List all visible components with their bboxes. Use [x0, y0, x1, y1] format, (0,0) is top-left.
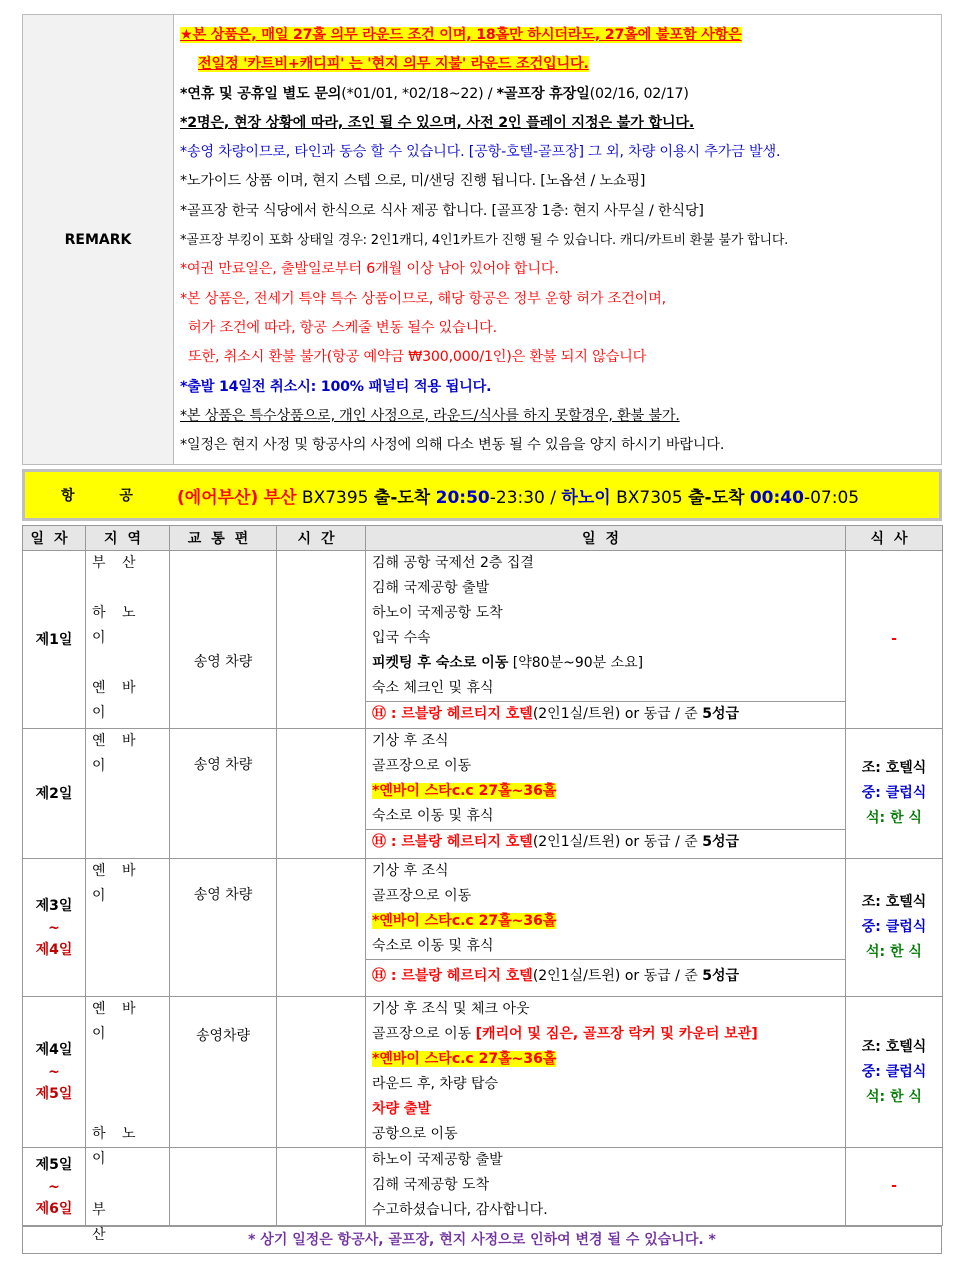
header-day: 일자: [23, 526, 86, 551]
remark-line-15: *일정은 현지 사정 및 항공사의 사정에 의해 다소 변동 될 수 있음을 양지 하시기 바랍니다.: [180, 437, 725, 454]
remark-line-9: *여권 만료일은, 출발일로부터 6개월 이상 남아 있어야 합니다.: [180, 261, 559, 278]
itinerary-line: [366, 1022, 845, 1047]
day-range-tilde: ~: [48, 919, 60, 936]
header-itinerary: 일정: [366, 526, 846, 551]
day-label: 제5일: [35, 1156, 73, 1173]
hotel-room: (2인1실/트윈) or 동급 / 준: [532, 706, 703, 723]
meal-cell: [846, 729, 943, 859]
region-cell: [86, 859, 170, 997]
itinerary-line: 공항으로 이동: [372, 1126, 458, 1143]
meal: 중: 클럽식: [861, 1063, 927, 1080]
hotel-name: Ⓗ : 르블랑 헤르티지 호텔: [372, 834, 533, 851]
table-row: [23, 729, 943, 859]
itinerary-line: 김해 국제공항 도착: [372, 1177, 490, 1194]
table-row: [23, 859, 943, 997]
region: 하 노 이: [92, 605, 142, 647]
meal: 석: 한 식: [866, 944, 922, 961]
flight-info: [177, 483, 939, 508]
remark-body: [174, 15, 941, 464]
itinerary-line: 기상 후 조식: [372, 863, 449, 880]
hotel-grade: 5성급: [702, 834, 740, 851]
header-region: 지역: [86, 526, 170, 551]
itinerary-line: [366, 779, 845, 804]
hotel-grade: 5성급: [702, 968, 740, 985]
region: 옌 바 이: [92, 733, 142, 775]
time-cell: [277, 1148, 366, 1226]
page: [22, 14, 942, 1254]
remark-line-13: *출발 14일전 취소시: 100% 패널티 적용 됩니다.: [180, 378, 492, 395]
itinerary-line: 숙소로 이동 및 휴식: [372, 808, 494, 825]
remark-line-14: *본 상품은 특수상품으로, 개인 사정으로, 라운드/식사를 하지 못할경우, 환불 불가.: [180, 407, 680, 424]
time-cell: [277, 729, 366, 859]
hotel-line: [366, 959, 845, 990]
region: 부 산: [92, 1202, 134, 1244]
itinerary-line: 숙소로 이동 및 휴식: [372, 938, 494, 955]
meal: 중: 클럽식: [861, 919, 927, 936]
holiday-inquiry: *연휴 및 공휴일 별도 문의: [180, 85, 342, 102]
itinerary-cell: [366, 997, 846, 1148]
remark-line-11: 허가 조건에 따라, 항공 스케줄 변동 될수 있습니다.: [188, 319, 497, 336]
golf-round: *옌바이 스타c.c 27홀~36홀: [372, 783, 557, 800]
itinerary-line: 라운드 후, 차량 탑승: [372, 1076, 498, 1093]
region: 부 산: [92, 555, 142, 572]
remark-line-1-text: ★본 상품은, 매일 27홀 의무 라운드 조건 이며, 18홀만 하시더라도, 27홀에 불포함 사항은: [180, 27, 742, 43]
itinerary-line: 입국 수속: [372, 630, 431, 647]
itinerary-line: 기상 후 조식 및 체크 아웃: [372, 1001, 530, 1018]
closed-days-label: *골프장 휴장일: [496, 85, 590, 102]
meal: 석: 한 식: [866, 1088, 922, 1105]
region-cell: [86, 997, 170, 1168]
flight-bar: [22, 469, 942, 521]
header-transport: 교통편: [170, 526, 277, 551]
luggage-note: [캐리어 및 짐은, 골프장 락커 및 카운터 보관]: [475, 1026, 758, 1043]
time-cell: [277, 997, 366, 1148]
hotel-grade: 5성급: [702, 706, 740, 723]
remark-line-10: *본 상품은, 전세기 특약 특수 상품이므로, 해당 항공은 정부 운항 허가 조건이며,: [180, 290, 666, 307]
golf-round: *옌바이 스타c.c 27홀~36홀: [372, 1051, 557, 1068]
region-cell: [86, 551, 170, 729]
flight-number-in: BX7305: [616, 487, 683, 508]
itinerary-line: [366, 651, 845, 676]
itinerary-line: 김해 국제공항 출발: [372, 580, 490, 597]
region: 옌 바 이: [92, 863, 142, 905]
transport: 송영 차량: [193, 757, 253, 774]
transport-cell: [170, 859, 277, 997]
meal: -: [891, 631, 897, 648]
meal-cell: [846, 997, 943, 1148]
hotel-line: [366, 829, 845, 855]
header-time: 시간: [277, 526, 366, 551]
origin-city: 부산: [263, 487, 297, 508]
remark-line-8: *골프장 부킹이 포화 상태일 경우: 2인1캐디, 4인1카트가 진행 될 수 있습니다. 캐디/카트비 환불 불가 합니다.: [180, 233, 789, 249]
time-cell: [277, 859, 366, 997]
transfer-bold: 피켓팅 후 숙소로 이동: [372, 655, 509, 672]
transport-cell: [170, 1148, 277, 1226]
itinerary-cell: [366, 859, 846, 997]
remark-line-12: 또한, 취소시 환불 불가(항공 예약금 ₩300,000/1인)은 환불 되지 않습니다: [188, 349, 647, 366]
day-cell: [23, 551, 86, 729]
table-row: [23, 1148, 943, 1226]
airline: (에어부산): [177, 487, 259, 508]
day-label: 제1일: [35, 631, 73, 648]
region: 옌 바 이: [92, 680, 142, 722]
itinerary-line: 골프장으로 이동: [372, 888, 472, 905]
day-label: 제3일: [35, 897, 73, 914]
hotel-name: Ⓗ : 르블랑 헤르티지 호텔: [372, 968, 533, 985]
arr-time-in: -07:05: [803, 487, 860, 508]
dep-arr-label-in: 출-도착: [688, 487, 745, 508]
day-label-end: 제4일: [35, 941, 73, 958]
day-label: 제2일: [35, 785, 73, 802]
table-row: [23, 551, 943, 729]
remark-line-2: [180, 50, 935, 79]
itinerary-line: 숙소 체크인 및 휴식: [372, 680, 494, 697]
day-label-end: 제5일: [35, 1086, 73, 1103]
itinerary-line: 차량 출발: [372, 1101, 431, 1118]
dep-time-in: 00:40: [749, 487, 804, 508]
remark-line-6: *노가이드 상품 이며, 현지 스텝 으로, 미/샌딩 진행 됩니다. [노옵션 / 노쇼핑]: [180, 173, 646, 190]
meal: 조: 호텔식: [861, 894, 927, 911]
remark-line-7: *골프장 한국 식당에서 한식으로 식사 제공 합니다. [골프장 1층: 현지 사무실 / 한식당]: [180, 202, 704, 219]
transport: 송영 차량: [193, 654, 253, 671]
to-golf: 골프장으로 이동: [372, 1026, 476, 1043]
itinerary-cell: [366, 551, 846, 729]
footer-note: * 상기 일정은 항공사, 골프장, 현지 사정으로 인하여 변경 될 수 있습니다. *: [22, 1226, 942, 1254]
closed-days: (02/16, 02/17): [589, 85, 689, 102]
itinerary-line: 골프장으로 이동: [372, 758, 472, 775]
itinerary-cell: [366, 729, 846, 859]
meal: 조: 호텔식: [861, 1038, 927, 1055]
day-cell: [23, 997, 86, 1148]
itinerary-cell: [366, 1148, 846, 1226]
region-cell: [86, 729, 170, 859]
golf-round: *옌바이 스타c.c 27홀~36홀: [372, 913, 557, 930]
meal: 중: 클럽식: [861, 785, 927, 802]
itinerary-line: 하노이 국제공항 도착: [372, 605, 503, 622]
remark-line-2-text: 전일정 '카트비+캐디피' 는 '현지 의무 지불' 라운드 조건입니다.: [198, 56, 589, 73]
day-cell: [23, 1148, 86, 1226]
itinerary-line: 수고하셨습니다, 감사합니다.: [372, 1202, 548, 1219]
remark-line-3: [180, 80, 935, 109]
dep-arr-label-out: 출-도착: [373, 487, 431, 508]
itinerary-line: [366, 909, 845, 934]
itinerary-line: 하노이 국제공항 출발: [372, 1152, 503, 1169]
day-range-tilde: ~: [48, 1064, 60, 1081]
flight-number-out: BX7395: [301, 487, 369, 508]
meal: -: [891, 1178, 897, 1195]
meal-cell: [846, 859, 943, 997]
itinerary-line: [366, 1047, 845, 1072]
transport-cell: [170, 551, 277, 729]
day-label-end: 제6일: [35, 1200, 73, 1217]
holiday-dates: (*01/01, *02/18~22) /: [341, 85, 497, 102]
day-label: 제4일: [35, 1042, 73, 1059]
transport: 송영 차량: [193, 887, 253, 904]
hotel-line: [366, 701, 845, 727]
time-cell: [277, 551, 366, 729]
transport-cell: [170, 729, 277, 859]
hotel-room: (2인1실/트윈) or 동급 / 준: [532, 834, 703, 851]
header-meal: 식사: [846, 526, 943, 551]
day-cell: [23, 859, 86, 997]
itinerary-line: 기상 후 조식: [372, 733, 449, 750]
day-range-tilde: ~: [48, 1178, 60, 1195]
meal-cell: [846, 1148, 943, 1226]
region: 옌 바 이: [92, 1001, 142, 1043]
remark-section: [22, 14, 942, 465]
meal: 석: 한 식: [866, 810, 922, 827]
hotel-room: (2인1실/트윈) or 동급 / 준: [532, 968, 703, 985]
remark-line-1: [180, 21, 935, 50]
meal-cell: [846, 551, 943, 729]
table-row: [23, 997, 943, 1148]
hotel-name: Ⓗ : 르블랑 헤르티지 호텔: [372, 706, 533, 723]
remark-line-4: *2명은, 현장 상황에 따라, 조인 될 수 있으며, 사전 2인 플레이 지정은 불가 합니다.: [180, 114, 695, 131]
transport: 송영차량: [195, 1028, 251, 1045]
itinerary-line: 김해 공항 국제선 2층 집결: [372, 555, 534, 572]
transfer-duration: [약80분~90분 소요]: [508, 655, 644, 672]
arr-time-out: -23:30 /: [489, 487, 562, 508]
transport-cell: [170, 997, 277, 1148]
region: 하 노 이: [92, 1126, 142, 1168]
dep-time-out: 20:50: [435, 487, 490, 508]
meal: 조: 호텔식: [861, 760, 927, 777]
flight-label: 항 공: [61, 488, 153, 505]
remark-line-5: *송영 차량이므로, 타인과 동승 할 수 있습니다. [공항-호텔-골프장] 그 외, 차량 이용시 추가금 발생.: [180, 144, 781, 161]
remark-label: REMARK: [23, 15, 174, 464]
destination-city: 하노이: [561, 487, 611, 508]
day-cell: [23, 729, 86, 859]
header-row: [23, 526, 943, 551]
